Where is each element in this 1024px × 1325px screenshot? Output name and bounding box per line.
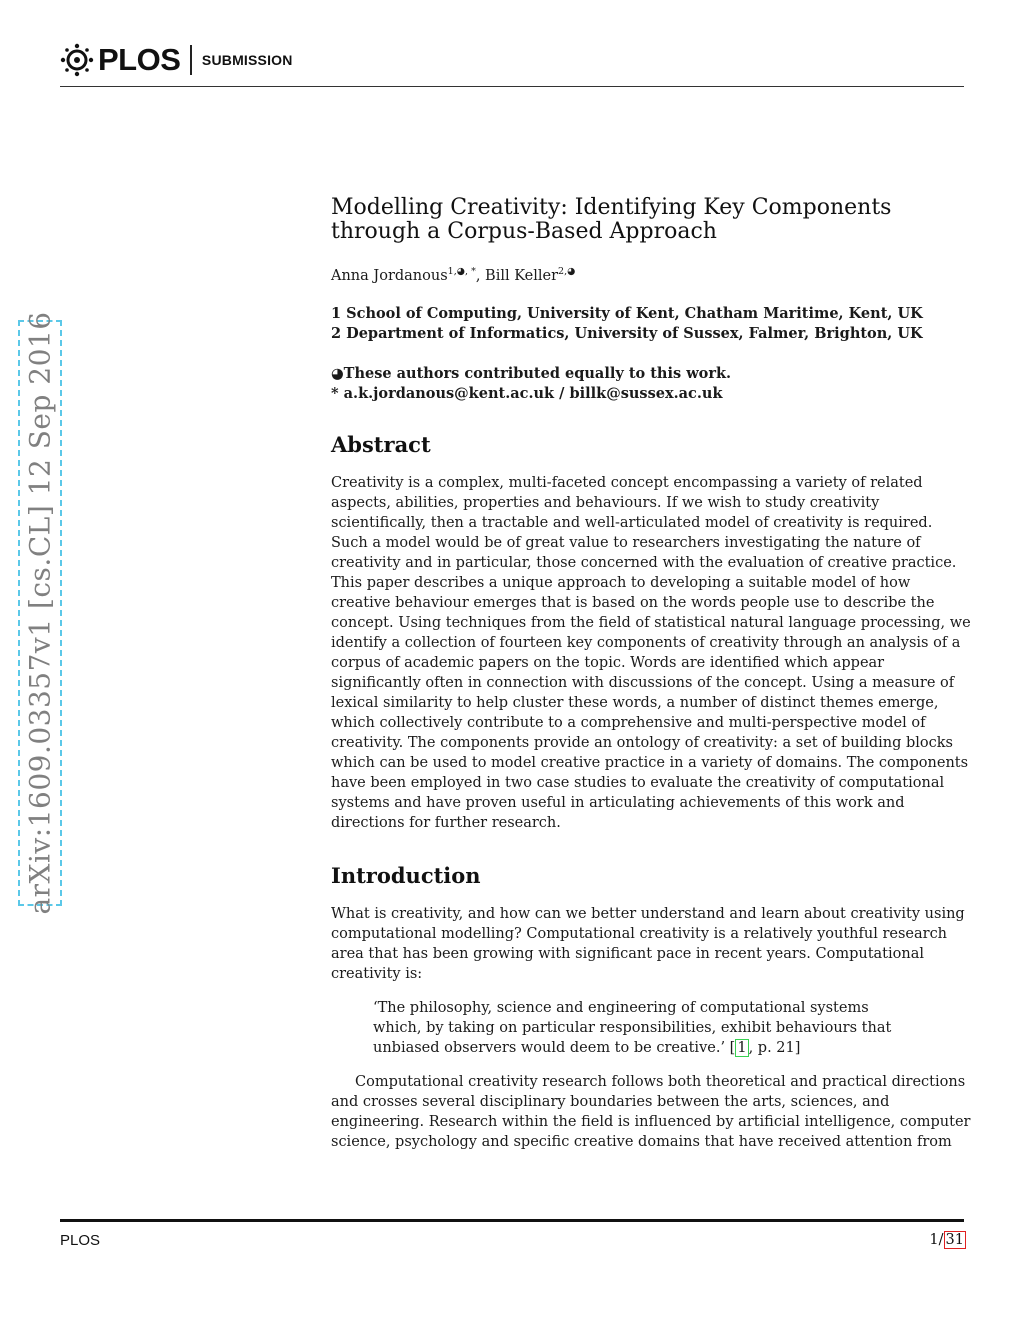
page-number: [900, 1232, 966, 1248]
submission-label: SUBMISSION: [201, 52, 293, 68]
corresponding-email: * a.k.jordanous@kent.ac.uk / billk@sussex.ac.uk: [331, 385, 723, 402]
equal-contrib-text: These authors contributed equally to this work.: [343, 365, 732, 382]
footer-journal: PLOS: [60, 1232, 101, 1249]
author-superscript: [558, 266, 575, 277]
page-total-link[interactable]: 31: [945, 1232, 964, 1248]
equal-contrib-icon: ◕: [456, 266, 466, 278]
affiliations: [331, 304, 971, 344]
quote-cite-rest: , p. 21]: [748, 1040, 801, 1056]
page-header: [60, 40, 964, 87]
author-line: [331, 268, 971, 284]
quote-text: ‘The philosophy, science and engineering of computational systems which, by taking on particular responsibilities, exhibit behaviours that unbiased observers would deem to be creative.’: [373, 1000, 892, 1056]
arxiv-stamp[interactable]: [18, 311, 62, 915]
abstract-heading: Abstract: [331, 432, 431, 457]
page-current: 1/: [929, 1232, 944, 1248]
affiliation: 1 School of Computing, University of Kent, Chatham Maritime, Kent, UK: [331, 305, 923, 322]
intro-paragraph: What is creativity, and how can we better understand and learn about creativity using computational modelling? Computational creativity is a relatively youthful research area that has been growing with significant pace in recent years. Computational creativity is:: [331, 906, 965, 982]
author-affil-marker: 2,: [558, 266, 568, 278]
corresponding-marker: , *: [465, 266, 476, 278]
paper-body: [331, 196, 971, 1152]
abstract-text: Creativity is a complex, multi-faceted concept encompassing a variety of related aspects, abilities, properties and behaviours. If we wish to study creativity scientifically, then a tractable and well-articulated model of creativity is required. Such a model would be of great value to researchers investigating the nature of creativity and in particular, those concerned with the evaluation of creative practice. This paper describes a unique approach to developing a suitable model of how creative behaviour emerges that is based on the words people use to describe the concept. Using techniques from the field of statistical natural language processing, we identify a collection of fourteen key components of creativity through an analysis of a corpus of academic papers on the topic. Words are identified which appear significantly often in connection with discussions of the concept. Using a measure of lexical similarity to help cluster these words, a number of distinct themes emerge, which collectively contribute to a comprehensive and multi-perspective model of creativity. The components provide an ontology of creativity: a set of building blocks which can be used to model creative practice in a variety of domains. The components have been employed in two case studies to evaluate the creativity of computational systems and have proven useful in articulating achievements of this work and directions for further research.: [331, 475, 971, 831]
equal-contrib-icon: ◕: [567, 266, 576, 278]
plos-logo: [60, 42, 293, 78]
arxiv-id: arXiv:1609.03357v1 [cs.CL] 12 Sep 2016: [23, 311, 57, 915]
footer-rule: [60, 1219, 964, 1222]
equal-contrib-note: [331, 364, 971, 384]
affiliation: 2 Department of Informatics, University of Sussex, Falmer, Brighton, UK: [331, 325, 923, 342]
author-notes: [331, 364, 971, 404]
intro-paragraph: Computational creativity research follows both theoretical and practical directions and crosses several disciplinary boundaries between the arts, sciences, and engineering. Research within the field is influenced by artificial intelligence, computer science, psychology and specific creative domains that have received attention from: [331, 1074, 971, 1150]
plos-logo-text: PLOS: [98, 42, 181, 77]
author-name: Anna Jordanous: [331, 268, 448, 284]
author-name: Bill Keller: [485, 268, 559, 284]
definition-quote: [373, 998, 921, 1058]
equal-contrib-icon: ◕: [331, 365, 344, 382]
introduction-heading: Introduction: [331, 863, 481, 888]
citation-link[interactable]: 1: [737, 1040, 747, 1056]
author-separator: ,: [475, 268, 486, 284]
author-affil-marker: 1,: [447, 266, 457, 278]
logo-divider: [190, 45, 192, 75]
quote-cite-open: [: [729, 1040, 736, 1056]
author-superscript: [448, 266, 476, 277]
paper-title: Modelling Creativity: Identifying Key Components through a Corpus-Based Approach: [331, 195, 892, 244]
plos-logo-icon: [60, 43, 94, 77]
